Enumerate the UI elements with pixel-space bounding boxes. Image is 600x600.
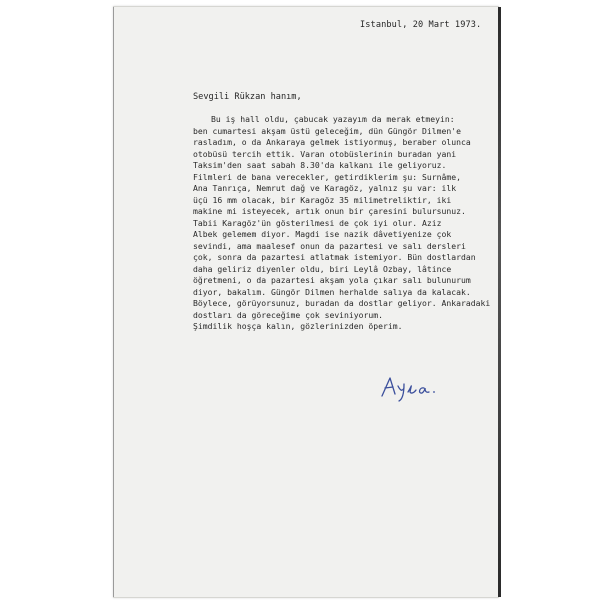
letter-line: çok, sonra da pazartesi atlatmak istemiyor. Bün dostlardan xyxy=(193,252,476,262)
letter-line: Taksim'den saat sabah 8.30'da kalkanı ile geliyoruz. xyxy=(193,160,447,170)
letter-body xyxy=(193,114,493,333)
letter-line: daha geliriz diyenler oldu, biri Leylâ Ozbay, lâtince xyxy=(193,263,452,274)
letter-line: Ana Tanrıça, Nemrut dağ ve Karagöz, yalnız şu var: ilk xyxy=(193,183,457,193)
letter-line: sevindi, ama maalesef onun da pazartesi ve salı dersleri xyxy=(193,240,466,251)
letter-line: diyor, bakalım. Güngör Dilmen herhalde salıya da kalacak. xyxy=(193,286,471,297)
letter-line: otobüsü tercih ettik. Varan otobüslerinin buradan yani xyxy=(193,148,457,159)
letter-line: Şimdilik hoşça kalın, gözlerinizden öperim. xyxy=(193,321,403,331)
sheet-right-edge xyxy=(498,7,501,597)
signature-stroke xyxy=(420,388,429,393)
handwritten-signature xyxy=(378,372,448,404)
letter-line: dostları da göreceğime çok seviniyorum. xyxy=(193,309,384,320)
letter-line: Bu iş hall oldu, çabucak yazayım da merak etmeyin: xyxy=(211,114,455,124)
signature-stroke xyxy=(408,386,416,393)
signature-stroke xyxy=(382,378,395,396)
signature-stroke xyxy=(398,384,404,401)
letter-date: Istanbul, 20 Mart 1973. xyxy=(360,20,482,30)
letter-line: Tabii Karagöz'ün gösterilmesi de çok iyi olur. Aziz xyxy=(193,217,442,228)
letter-line: Albek gelemem diyor. Magdi ise nazik dâvetiyenize çok xyxy=(193,229,452,239)
letter-salutation: Sevgili Rükzan hanım, xyxy=(193,92,302,102)
letter-line: Böylece, görüyorsunuz, buradan da dostlar geliyor. Ankaradaki xyxy=(193,298,491,308)
letter-line: öğretmeni, o da pazartesi akşam yola çıkar salı bulunurum xyxy=(193,275,471,285)
letter-line: rasladım, o da Ankaraya gelmek istiyormuş, beraber olunca xyxy=(193,137,471,147)
letter-line: üçü 16 mm olacak, bir Karagöz 35 milimetreliktir, iki xyxy=(193,194,452,205)
letter-line: ben cumartesi akşam üstü geleceğim, dün Güngör Dilmen'e xyxy=(193,125,462,136)
letter-line: Filmleri de bana verecekler, getirdiklerim şu: Surnâme, xyxy=(193,171,462,182)
signature-dot xyxy=(433,391,435,393)
letter-line: makine mi isteyecek, artık onun bir çaresini bulursunuz. xyxy=(193,206,466,216)
sheet-left-edge xyxy=(113,7,114,597)
signature-drawing xyxy=(378,372,448,404)
